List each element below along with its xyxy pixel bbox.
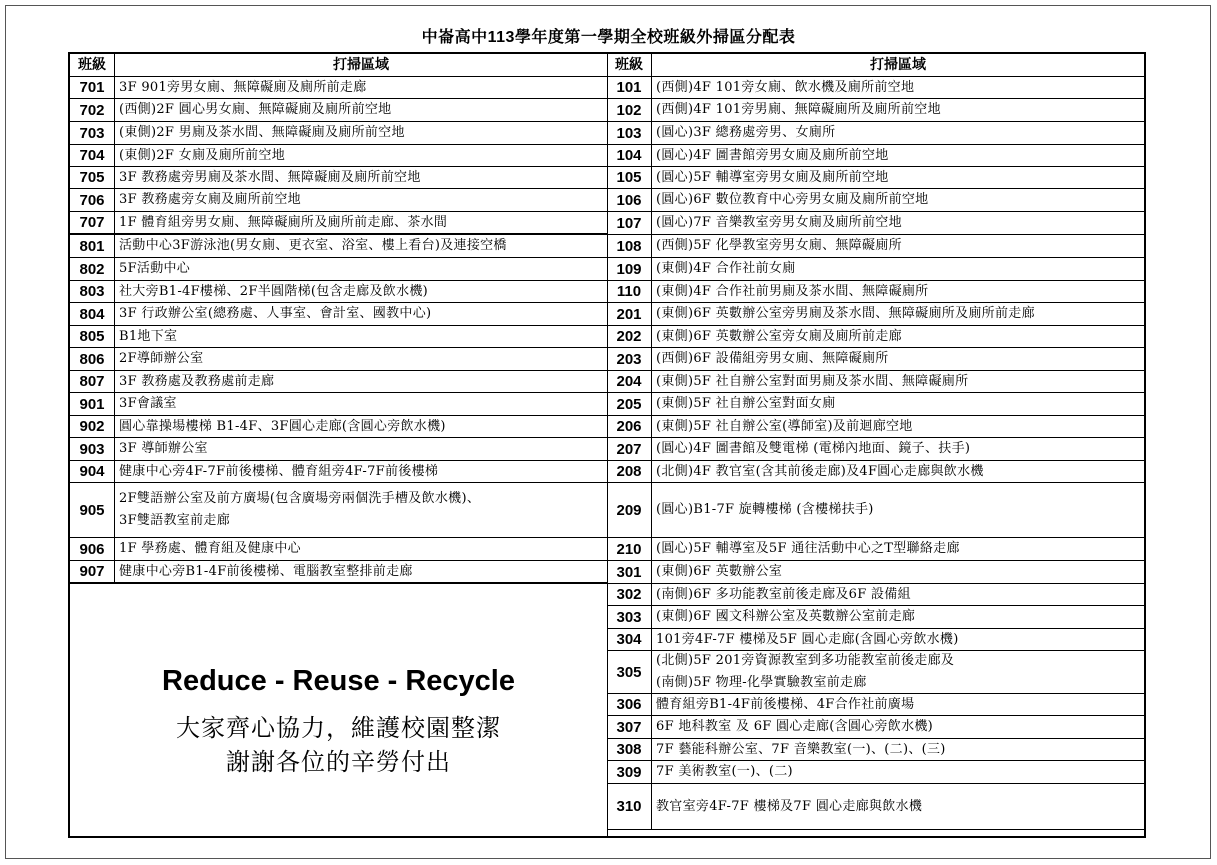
cleaning-area: 3F 教務處及教務處前走廊	[119, 373, 275, 389]
table-row	[607, 606, 1144, 629]
class-number: 108	[607, 235, 652, 257]
cleaning-area: 3F 教務處旁女廁及廁所前空地	[119, 192, 301, 207]
slogan-english: Reduce - Reuse - Recycle	[162, 665, 515, 697]
class-number: 901	[70, 393, 115, 415]
table-row	[70, 416, 607, 438]
assignment-table	[68, 52, 1146, 838]
left-rows	[70, 77, 607, 584]
table-row	[70, 561, 607, 584]
table-row	[70, 461, 607, 483]
class-number: 306	[607, 694, 652, 715]
class-number: 303	[607, 606, 652, 628]
table-row	[607, 77, 1144, 99]
table-row	[70, 122, 607, 145]
cleaning-area: (圓心)5F 輔導室旁男女廁及廁所前空地	[656, 169, 889, 185]
right-header	[607, 54, 1144, 77]
class-number: 905	[70, 483, 115, 537]
class-number: 903	[70, 438, 115, 460]
cleaning-area: 教官室旁4F-7F 樓梯及7F 圓心走廊與飲水機	[656, 798, 923, 814]
cleaning-area: (東側)5F 社自辦公室(導師室)及前迴廊空地	[656, 418, 913, 434]
cleaning-area: (東側)5F 社自辦公室對面女廁	[656, 396, 836, 411]
table-row	[607, 212, 1144, 235]
table-row	[70, 99, 607, 122]
table-row	[607, 784, 1144, 830]
cleaning-area: (西側)5F 化學教室旁男女廁、無障礙廁所	[656, 238, 902, 253]
class-number: 706	[70, 189, 115, 211]
class-number: 208	[607, 461, 652, 482]
cleaning-area: (西側)4F 101旁女廁、飲水機及廁所前空地	[656, 79, 915, 95]
class-number: 802	[70, 258, 115, 280]
table-row	[70, 189, 607, 212]
class-number: 206	[607, 416, 652, 437]
cleaning-area: (圓心)4F 圖書館旁男女廁及廁所前空地	[656, 147, 889, 163]
table-row	[70, 235, 607, 258]
cleaning-area: (圓心)5F 輔導室及5F 通往活動中心之T型聯絡走廊	[656, 541, 960, 556]
class-number: 205	[607, 393, 652, 415]
cleaning-area: 7F 美術教室(一)、(二)	[656, 764, 793, 779]
class-number: 308	[607, 739, 652, 760]
table-row	[70, 77, 607, 99]
class-number: 305	[607, 651, 652, 693]
table-row	[607, 761, 1144, 784]
cleaning-area: (東側)6F 國文科辦公室及英數辦公室前走廊	[656, 609, 916, 624]
right-column	[607, 54, 1144, 830]
class-number: 110	[607, 281, 652, 302]
class-number: 803	[70, 281, 115, 302]
cleaning-area: 體育組旁B1-4F前後樓梯、4F合作社前廣場	[656, 696, 915, 712]
table-row	[70, 483, 607, 538]
table-row	[607, 461, 1144, 483]
cleaning-area: (東側)4F 合作社前女廁	[656, 261, 796, 276]
table-row	[70, 212, 607, 235]
cleaning-area: (圓心)6F 數位教育中心旁男女廁及廁所前空地	[656, 192, 929, 207]
class-number: 707	[70, 212, 115, 233]
class-number: 904	[70, 461, 115, 482]
table-row	[607, 694, 1144, 716]
cleaning-area: (圓心)4F 圖書館及雙電梯 (電梯內地面、鏡子、扶手)	[656, 441, 971, 456]
cleaning-area: (圓心)3F 總務處旁男、女廁所	[656, 125, 836, 140]
cleaning-area: (北側)4F 教官室(含其前後走廊)及4F圓心走廊與飲水機	[656, 463, 984, 479]
cleaning-area: (東側)2F 女廁及廁所前空地	[119, 147, 286, 163]
left-column	[70, 54, 608, 836]
class-number: 806	[70, 348, 115, 370]
class-number: 310	[607, 784, 652, 829]
cleaning-area: (東側)6F 英數辦公室旁男廁及茶水間、無障礙廁所及廁所前走廊	[656, 306, 1035, 321]
right-rows	[607, 77, 1144, 830]
table-row	[607, 584, 1144, 606]
class-number: 907	[70, 561, 115, 582]
table-row	[607, 348, 1144, 371]
cleaning-area: 3F 教務處旁男廁及茶水間、無障礙廁及廁所前空地	[119, 169, 421, 185]
class-number: 302	[607, 584, 652, 605]
table-row	[607, 438, 1144, 461]
cleaning-area: 社大旁B1-4F樓梯、2F半圓階梯(包含走廊及飲水機)	[119, 283, 429, 299]
cleaning-area: 101旁4F-7F 樓梯及5F 圓心走廊(含圓心旁飲水機)	[656, 631, 959, 647]
class-number: 203	[607, 348, 652, 370]
cleaning-area: 健康中心旁4F-7F前後樓梯、體育組旁4F-7F前後樓梯	[119, 463, 439, 479]
table-row	[607, 145, 1144, 167]
table-row	[70, 167, 607, 189]
class-number: 202	[607, 326, 652, 347]
cleaning-area: (北側)5F 201旁資源教室到多功能教室前後走廊及 (南側)5F 物理-化學實驗教室前走廊	[656, 653, 955, 690]
table-row	[70, 258, 607, 281]
class-number: 906	[70, 538, 115, 560]
table-row	[70, 326, 607, 348]
area-header: 打掃區域	[333, 57, 389, 73]
cleaning-area: (西側)4F 101旁男廁、無障礙廁所及廁所前空地	[656, 102, 941, 117]
table-row	[70, 281, 607, 303]
table-row	[607, 629, 1144, 651]
table-row	[70, 348, 607, 371]
cleaning-area: 5F活動中心	[119, 261, 191, 276]
table-row	[607, 538, 1144, 561]
class-number: 207	[607, 438, 652, 460]
cleaning-area: 1F 體育組旁男女廁、無障礙廁所及廁所前走廊、茶水間	[119, 214, 448, 230]
cleaning-area: (東側)2F 男廁及茶水間、無障礙廁及廁所前空地	[119, 125, 405, 140]
table-row	[607, 258, 1144, 281]
cleaning-area: 圓心靠操場樓梯 B1-4F、3F圓心走廊(含圓心旁飲水機)	[119, 418, 446, 434]
class-header: 班級	[70, 54, 115, 76]
cleaning-area: 3F 901旁男女廁、無障礙廁及廁所前走廊	[119, 79, 367, 95]
table-row	[607, 561, 1144, 584]
table-row	[70, 393, 607, 416]
class-number: 105	[607, 167, 652, 188]
left-header	[70, 54, 607, 77]
cleaning-area: 2F雙語辦公室及前方廣場(包含廣場旁兩個洗手槽及飲水機)、 3F雙語教室前走廊	[119, 491, 481, 528]
class-number: 702	[70, 99, 115, 121]
table-row	[70, 538, 607, 561]
cleaning-area: (圓心)B1-7F 旋轉樓梯 (含樓梯扶手)	[656, 502, 874, 517]
cleaning-area: 健康中心旁B1-4F前後樓梯、電腦教室整排前走廊	[119, 563, 413, 579]
class-number: 106	[607, 189, 652, 211]
cleaning-area: B1地下室	[119, 328, 178, 344]
class-number: 103	[607, 122, 652, 144]
table-row	[607, 716, 1144, 739]
table-row	[70, 303, 607, 326]
page-title: 中崙高中113學年度第一學期全校班級外掃區分配表	[421, 29, 796, 46]
class-number: 801	[70, 235, 115, 257]
table-row	[607, 281, 1144, 303]
class-number: 102	[607, 99, 652, 121]
class-number: 805	[70, 326, 115, 347]
table-row	[607, 739, 1144, 761]
table-row	[607, 416, 1144, 438]
class-number: 807	[70, 371, 115, 392]
cleaning-area: (東側)6F 英數辦公室	[656, 564, 783, 579]
class-number: 201	[607, 303, 652, 325]
table-row	[607, 189, 1144, 212]
cleaning-area: (東側)5F 社自辦公室對面男廁及茶水間、無障礙廁所	[656, 373, 969, 389]
table-row	[607, 167, 1144, 189]
cleaning-area: 1F 學務處、體育組及健康中心	[119, 541, 301, 556]
cleaning-area: 7F 藝能科辦公室、7F 音樂教室(一)、(二)、(三)	[656, 741, 946, 757]
table-row	[607, 326, 1144, 348]
class-number: 309	[607, 761, 652, 783]
class-number: 109	[607, 258, 652, 280]
cleaning-area: (東側)4F 合作社前男廁及茶水間、無障礙廁所	[656, 283, 929, 299]
class-number: 204	[607, 371, 652, 392]
cleaning-area: 活動中心3F游泳池(男女廁、更衣室、浴室、樓上看台)及連接空橋	[119, 238, 507, 253]
table-row	[70, 371, 607, 393]
table-row	[607, 99, 1144, 122]
class-number: 902	[70, 416, 115, 437]
cleaning-area: 2F導師辦公室	[119, 351, 204, 366]
table-row	[607, 651, 1144, 694]
class-number: 209	[607, 483, 652, 537]
cleaning-area: (東側)6F 英數辦公室旁女廁及廁所前走廊	[656, 328, 902, 344]
class-number: 301	[607, 561, 652, 583]
table-row	[607, 393, 1144, 416]
class-number: 107	[607, 212, 652, 234]
cleaning-area: (南側)6F 多功能教室前後走廊及6F 設備組	[656, 586, 911, 602]
table-row	[70, 438, 607, 461]
area-header: 打掃區域	[870, 57, 926, 73]
class-number: 210	[607, 538, 652, 560]
cleaning-area: (西側)6F 設備組旁男女廁、無障礙廁所	[656, 351, 889, 366]
table-row	[607, 235, 1144, 258]
class-header: 班級	[607, 54, 652, 76]
slogan-box	[70, 587, 607, 836]
class-number: 307	[607, 716, 652, 738]
class-number: 704	[70, 145, 115, 166]
cleaning-area: (西側)2F 圓心男女廁、無障礙廁及廁所前空地	[119, 102, 392, 117]
cleaning-area: 3F 行政辦公室(總務處、人事室、會計室、國教中心)	[119, 306, 432, 321]
table-row	[607, 483, 1144, 538]
class-number: 705	[70, 167, 115, 188]
slogan-line-1: 大家齊心協力，維護校園整潔	[176, 714, 501, 742]
class-number: 101	[607, 77, 652, 98]
table-row	[70, 145, 607, 167]
class-number: 703	[70, 122, 115, 144]
class-number: 804	[70, 303, 115, 325]
cleaning-area: (圓心)7F 音樂教室旁男女廁及廁所前空地	[656, 215, 902, 230]
cleaning-area: 3F會議室	[119, 396, 177, 411]
slogan-line-2: 謝謝各位的辛勞付出	[226, 748, 451, 776]
class-number: 104	[607, 145, 652, 166]
class-number: 304	[607, 629, 652, 650]
table-row	[607, 122, 1144, 145]
cleaning-area: 3F 導師辦公室	[119, 441, 208, 456]
table-row	[607, 303, 1144, 326]
class-number: 701	[70, 77, 115, 98]
cleaning-area: 6F 地科教室 及 6F 圓心走廊(含圓心旁飲水機)	[656, 719, 934, 734]
table-row	[607, 371, 1144, 393]
